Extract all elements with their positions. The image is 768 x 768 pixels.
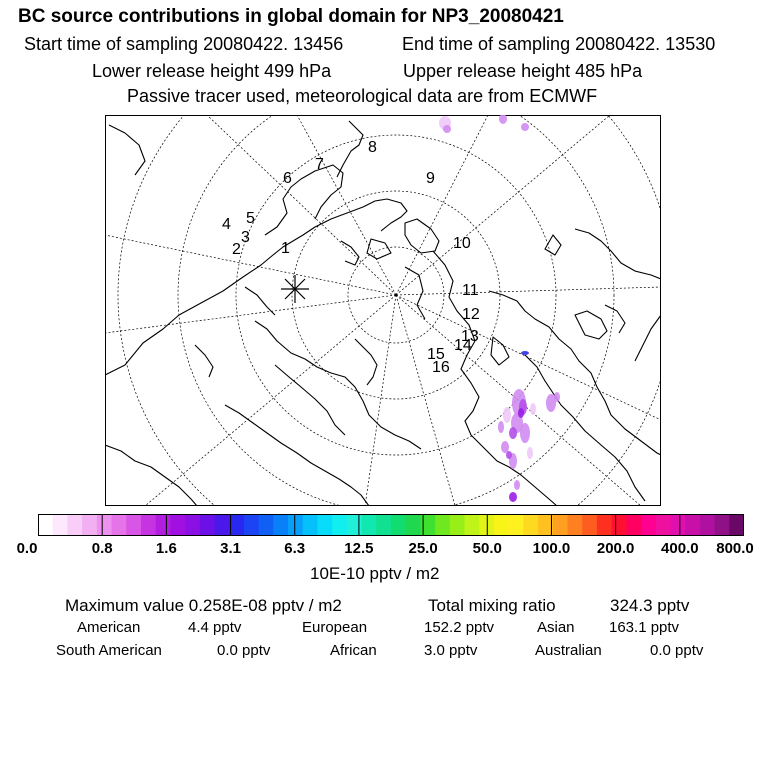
polar-map bbox=[105, 115, 661, 506]
total-mixing-ratio-value: 324.3 pptv bbox=[610, 596, 690, 615]
colorbar-tick-label: 12.5 bbox=[344, 540, 374, 557]
region-value-australian: 0.0 pptv bbox=[650, 642, 704, 659]
maximum-value: Maximum value 0.258E-08 pptv / m2 bbox=[65, 596, 342, 615]
colorbar-cell bbox=[670, 514, 685, 536]
colorbar-tick-label: 3.1 bbox=[220, 540, 241, 557]
colorbar-cell bbox=[729, 514, 744, 536]
contribution-patch bbox=[503, 407, 511, 423]
contribution-patch bbox=[509, 427, 517, 439]
colorbar-cell bbox=[244, 514, 259, 536]
plot-title: BC source contributions in global domain for NP3_20080421 bbox=[18, 6, 564, 27]
contribution-patch bbox=[443, 125, 451, 133]
contribution-patch bbox=[530, 403, 536, 415]
colorbar-cell bbox=[288, 514, 303, 536]
colorbar-cell bbox=[641, 514, 656, 536]
trajectory-label: 9 bbox=[426, 170, 435, 187]
trajectory-label: 15 bbox=[427, 346, 445, 363]
contribution-patch bbox=[514, 480, 520, 490]
colorbar-cell bbox=[376, 514, 391, 536]
colorbar-cell bbox=[435, 514, 450, 536]
colorbar-cell bbox=[273, 514, 288, 536]
colorbar-cell bbox=[700, 514, 715, 536]
colorbar-cell bbox=[185, 514, 200, 536]
colorbar-cell bbox=[112, 514, 127, 536]
colorbar-cell bbox=[362, 514, 377, 536]
colorbar-cell bbox=[317, 514, 332, 536]
colorbar-tick-label: 0.8 bbox=[91, 540, 113, 557]
colorbar-tick-label: 1.6 bbox=[155, 540, 177, 557]
colorbar-cell bbox=[391, 514, 406, 536]
trajectory-label: 4 bbox=[222, 216, 231, 233]
colorbar-cell bbox=[156, 514, 171, 536]
colorbar-cell bbox=[200, 514, 215, 536]
colorbar-cell bbox=[67, 514, 82, 536]
colorbar-cell bbox=[568, 514, 583, 536]
region-value-south-american: 0.0 pptv bbox=[217, 642, 271, 659]
trajectory-label: 11 bbox=[462, 282, 479, 299]
contribution-patch bbox=[506, 451, 512, 459]
colorbar-cell bbox=[597, 514, 612, 536]
colorbar-cell bbox=[450, 514, 465, 536]
colorbar-cell bbox=[229, 514, 244, 536]
colorbar-cell bbox=[494, 514, 509, 536]
colorbar-cell bbox=[465, 514, 480, 536]
region-name-asian: Asian bbox=[537, 619, 575, 636]
colorbar-cell bbox=[347, 514, 362, 536]
trajectory-label: 1 bbox=[281, 240, 290, 257]
contribution-patch bbox=[521, 123, 529, 131]
contribution-patch bbox=[520, 423, 530, 443]
colorbar-cell bbox=[38, 514, 53, 536]
region-value-european: 152.2 pptv bbox=[424, 619, 495, 636]
colorbar-cell bbox=[303, 514, 318, 536]
region-name-australian: Australian bbox=[535, 642, 602, 659]
trajectory-label: 14 bbox=[454, 337, 472, 354]
colorbar-cell bbox=[259, 514, 274, 536]
contribution-patch bbox=[521, 351, 529, 355]
colorbar-cell bbox=[170, 514, 185, 536]
trajectory-label: 7 bbox=[315, 156, 324, 173]
trajectory-label: 10 bbox=[453, 235, 471, 252]
tracer-note: Passive tracer used, meteorological data are from ECMWF bbox=[127, 86, 598, 106]
trajectory-label: 3 bbox=[241, 229, 250, 246]
colorbar-tick-label: 400.0 bbox=[661, 540, 699, 557]
contribution-patch bbox=[518, 408, 524, 418]
colorbar-cell bbox=[406, 514, 421, 536]
colorbar-cell bbox=[53, 514, 68, 536]
region-value-asian: 163.1 pptv bbox=[609, 619, 680, 636]
colorbar bbox=[38, 514, 744, 536]
region-name-south-american: South American bbox=[56, 642, 162, 659]
region-name-american: American bbox=[77, 619, 141, 636]
colorbar-cell bbox=[82, 514, 97, 536]
total-mixing-ratio-label: Total mixing ratio bbox=[428, 596, 556, 615]
colorbar-tick-label: 6.3 bbox=[284, 540, 306, 557]
colorbar-tick-label: 0.0 bbox=[16, 540, 38, 557]
colorbar-cell bbox=[612, 514, 627, 536]
colorbar-cell bbox=[626, 514, 641, 536]
colorbar-tick-label: 25.0 bbox=[408, 540, 438, 557]
colorbar-cell bbox=[656, 514, 671, 536]
region-name-european: European bbox=[302, 619, 368, 636]
colorbar-cell bbox=[332, 514, 347, 536]
contribution-patch bbox=[527, 447, 533, 459]
colorbar-tick-label: 200.0 bbox=[596, 540, 635, 557]
colorbar-cell bbox=[553, 514, 568, 536]
colorbar-cell bbox=[523, 514, 538, 536]
trajectory-label: 16 bbox=[432, 359, 450, 376]
colorbar-cell bbox=[715, 514, 730, 536]
trajectory-label: 8 bbox=[368, 139, 377, 156]
end-sampling-time: End time of sampling 20080422. 13530 bbox=[402, 34, 716, 54]
trajectory-label: 13 bbox=[461, 328, 479, 345]
colorbar-tick-label: 100.0 bbox=[532, 540, 571, 557]
colorbar-cell bbox=[126, 514, 141, 536]
region-value-american: 4.4 pptv bbox=[188, 619, 242, 636]
contribution-patch bbox=[509, 492, 517, 502]
trajectory-label: 2 bbox=[232, 241, 241, 258]
colorbar-cell bbox=[685, 514, 700, 536]
colorbar-cell bbox=[97, 514, 112, 536]
trajectory-label: 12 bbox=[462, 306, 480, 323]
colorbar-cell bbox=[141, 514, 156, 536]
colorbar-cell bbox=[509, 514, 524, 536]
trajectory-label: 5 bbox=[246, 210, 255, 227]
colorbar-cell bbox=[582, 514, 597, 536]
trajectory-label: 6 bbox=[283, 170, 292, 187]
start-sampling-time: Start time of sampling 20080422. 13456 bbox=[24, 34, 344, 54]
colorbar-cell bbox=[215, 514, 230, 536]
contribution-patch bbox=[501, 441, 509, 453]
region-value-african: 3.0 pptv bbox=[424, 642, 478, 659]
contribution-patch bbox=[498, 421, 504, 433]
contribution-patch bbox=[554, 392, 560, 402]
upper-release-height: Upper release height 485 hPa bbox=[403, 61, 643, 81]
region-name-african: African bbox=[330, 642, 377, 659]
colorbar-unit: 10E-10 pptv / m2 bbox=[310, 564, 440, 583]
release-site-marker bbox=[281, 275, 309, 303]
colorbar-tick-label: 50.0 bbox=[472, 540, 502, 557]
lower-release-height: Lower release height 499 hPa bbox=[92, 61, 332, 81]
colorbar-tick-label: 800.0 bbox=[716, 540, 754, 557]
